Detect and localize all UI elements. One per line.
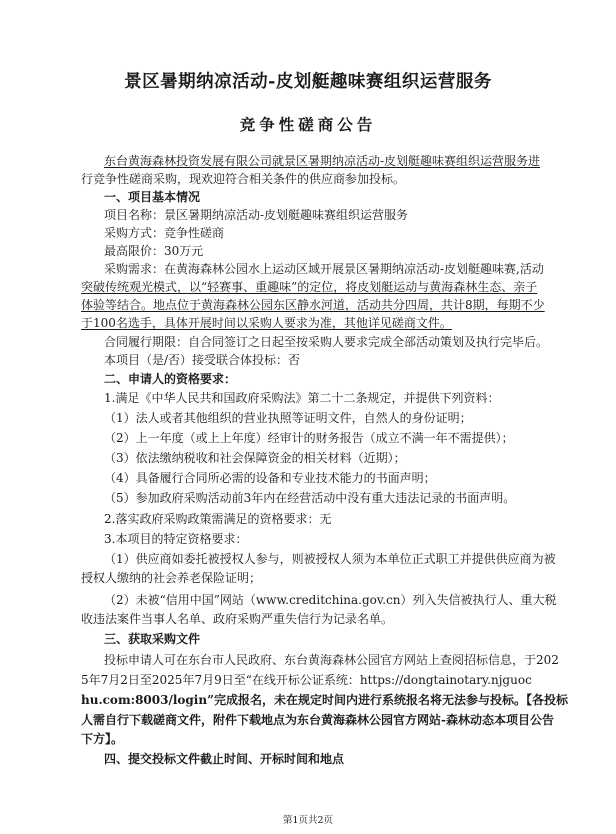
obtain-docs-line-2: 5年7月2日至2025年7月9日至“在线开标公证系统：https://dongtainotary.njguoc — [81, 673, 532, 687]
qualification-3-1-line-2: 授权人缴纳的社会养老保险证明； — [81, 571, 262, 585]
section-heading-4: 四、提交投标文件截止时间、开标时间和地点 — [104, 752, 345, 766]
section-heading-2: 二、申请人的资格要求： — [104, 372, 237, 386]
obtain-docs-line-3: hu.com:8003/login”完成报名，未在规定时间内进行系统报名将无法参与投标。【各投标 — [81, 693, 568, 707]
intro-line-1: 东台黄海森林投资发展有限公司就景区暑期纳凉活动-皮划艇趣味赛组织运营服务进 — [104, 154, 541, 168]
max-price: 最高限价：30万元 — [104, 244, 204, 258]
qualification-2: 2.落实政府采购政策需满足的资格要求：无 — [104, 512, 332, 526]
project-name: 项目名称：景区暑期纳凉活动-皮划艇趣味赛组织运营服务 — [104, 208, 409, 222]
qualification-1-5: （5）参加政府采购活动前3年内在经营活动中没有重大违法记录的书面声明。 — [104, 491, 516, 505]
qualification-3-2-line-2: 收违法案件当事人名单、政府采购严重失信行为记录名单。 — [81, 612, 394, 626]
intro-line-2: 行竞争性磋商采购，现欢迎符合相关条件的供应商参加投标。 — [81, 172, 406, 186]
document-subtitle: 竞争性磋商公告 — [239, 115, 377, 134]
obtain-docs-line-4: 人需自行下载磋商文件，附件下载地点为东台黄海森林公园官方网站-森林动态本项目公告 — [81, 713, 554, 727]
section-heading-1: 一、项目基本情况 — [104, 190, 201, 204]
qualification-1-1: （1）法人或者其他组织的营业执照等证明文件，自然人的身份证明； — [104, 411, 472, 425]
qualification-3-2-line-1: （2）未被“信用中国”网站（www.creditchina.gov.cn）列入失信被执行人、重大税 — [104, 593, 557, 607]
consortium-bid: 本项目（是/否）接受联合体投标：否 — [104, 353, 301, 367]
qualification-1-3: （3）依法缴纳税收和社会保障资金的相关材料（近期）； — [104, 451, 406, 465]
qualification-3: 3.本项目的特定资格要求： — [104, 532, 248, 546]
qualification-3-1-line-1: （1）供应商如委托被授权人参与，则被授权人须为本单位正式职工并提供供应商为被 — [104, 552, 556, 566]
section-heading-3: 三、获取采购文件 — [104, 632, 201, 646]
qualification-1-2: （2）上一年度（或上上年度）经审计的财务报告（成立不满一年不需提供）； — [104, 431, 514, 445]
obtain-docs-line-5: 下方】。 — [81, 732, 124, 746]
contract-period: 合同履行期限：自合同签订之日起至按采购人要求完成全部活动策划及执行完毕后。 — [104, 335, 549, 349]
requirement-line-3: 体验等结合。地点位于黄海森林公园东区静水河道，活动共分四周，共计8期，每期不少 — [81, 298, 545, 312]
qualification-1-4: （4）具备履行合同所必需的设备和专业技术能力的书面声明； — [104, 471, 436, 485]
obtain-docs-line-1: 投标申请人可在东台市人民政府、东台黄海森林公园官方网站上查阅招标信息，于202 — [104, 653, 559, 667]
requirement-line-1: 采购需求：在黄海森林公园水上运动区域开展景区暑期纳凉活动-皮划艇趣味赛,活动 — [104, 262, 544, 276]
page-footer: 第1页共2页 — [282, 815, 334, 826]
requirement-line-4: 于100名选手，具体开展时间以采购人要求为准，其他详见磋商文件。 — [81, 316, 452, 330]
document-title: 景区暑期纳凉活动-皮划艇趣味赛组织运营服务 — [124, 72, 492, 92]
requirement-line-2: 突破传统观光模式，以“轻赛事、重趣味”的定位，将皮划艇运动与黄海森林生态、亲子 — [81, 280, 538, 294]
procurement-method: 采购方式：竞争性磋商 — [104, 226, 225, 240]
qualification-1: 1.满足《中华人民共和国政府采购法》第二十二条规定，并提供下列资料： — [104, 391, 500, 405]
